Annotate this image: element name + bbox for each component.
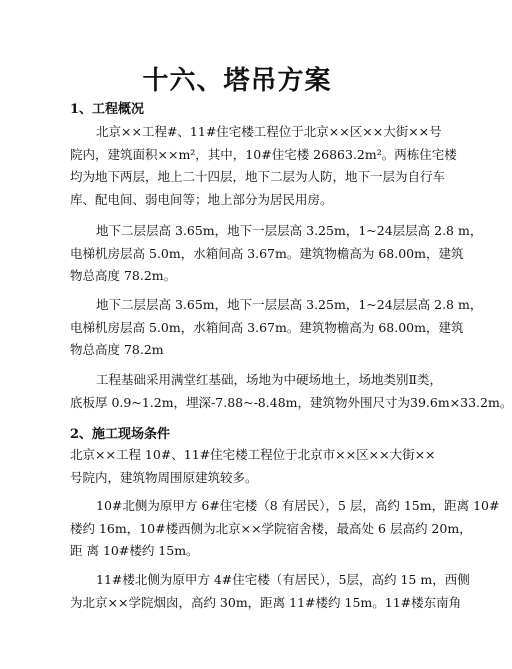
- paragraph-site-building-10: [70, 495, 500, 563]
- paragraph-line: 楼约 16m，10#楼西侧为北京××学院宿舍楼，最高处 6 层高约 20m，: [70, 520, 472, 536]
- paragraph-site-location: [70, 444, 436, 489]
- paragraph-line: 地下二层层高 3.65m，地下一层层高 3.25m，1~24层层高 2.8 m，: [96, 223, 483, 238]
- paragraph-line: 为北京××学院烟囱，高约 30m，距离 11#楼约 15m。11#楼东南角: [70, 594, 462, 610]
- paragraph-site-building-11: [70, 569, 470, 614]
- paragraph-line: 电梯机房层高 5.0m，水箱间高 3.67m。建筑物檐高为 68.00m，建筑: [70, 245, 464, 261]
- paragraph-line: 地下二层层高 3.65m，地下一层层高 3.25m，1~24层层高 2.8 m，: [96, 297, 483, 312]
- paragraph-line: 电梯机房层高 5.0m，水箱间高 3.67m。建筑物檐高为 68.00m，建筑: [70, 319, 464, 335]
- paragraph-line: 物总高度 78.2m: [70, 342, 164, 357]
- paragraph-overview-heights-1: [70, 220, 483, 288]
- paragraph-line: 工程基础采用满堂红基础，场地为中硬场地土，场地类别Ⅱ类，: [96, 372, 442, 387]
- paragraph-line: 北京××工程 10#、11#住宅楼工程位于北京市××区××大街××: [70, 447, 436, 462]
- paragraph-overview-foundation: [70, 369, 512, 414]
- paragraph-overview-heights-2: [70, 294, 483, 362]
- paragraph-line: 号院内，建筑物周围原建筑较多。: [70, 469, 258, 485]
- paragraph-line: 均为地下两层，地上二十四层，地下二层为人防，地下一层为自行车: [70, 169, 446, 184]
- paragraph-line: 北京××工程#、11#住宅楼工程位于北京××区××大街××号: [96, 124, 442, 139]
- paragraph-line: 10#北侧为原甲方 6#住宅楼（8 有居民），5 层，高约 15m，距离 10#: [96, 498, 500, 513]
- section-heading-site-conditions: 2、施工现场条件: [70, 427, 171, 442]
- paragraph-line: 11#楼北侧为原甲方 4#住宅楼（有居民），5层，高约 15 m，西侧: [96, 572, 470, 587]
- paragraph-line: 距 离 10#楼约 15m。: [70, 543, 199, 558]
- paragraph-line: 院内，建筑面积××m²，其中，10#住宅楼 26863.2m²。两栋住宅楼: [70, 146, 457, 162]
- paragraph-line: 库、配电间、弱电间等；地上部分为居民用房。: [70, 191, 333, 207]
- section-heading-overview: 1、工程概况: [70, 102, 145, 117]
- paragraph-line: 物总高度 78.2m。: [70, 268, 177, 283]
- document-title: 十六、塔吊方案: [142, 66, 332, 96]
- paragraph-line: 底板厚 0.9~1.2m，埋深-7.88~-8.48m，建筑物外围尺寸为39.6m×33.2m。: [70, 394, 512, 410]
- paragraph-overview-location: [70, 121, 457, 211]
